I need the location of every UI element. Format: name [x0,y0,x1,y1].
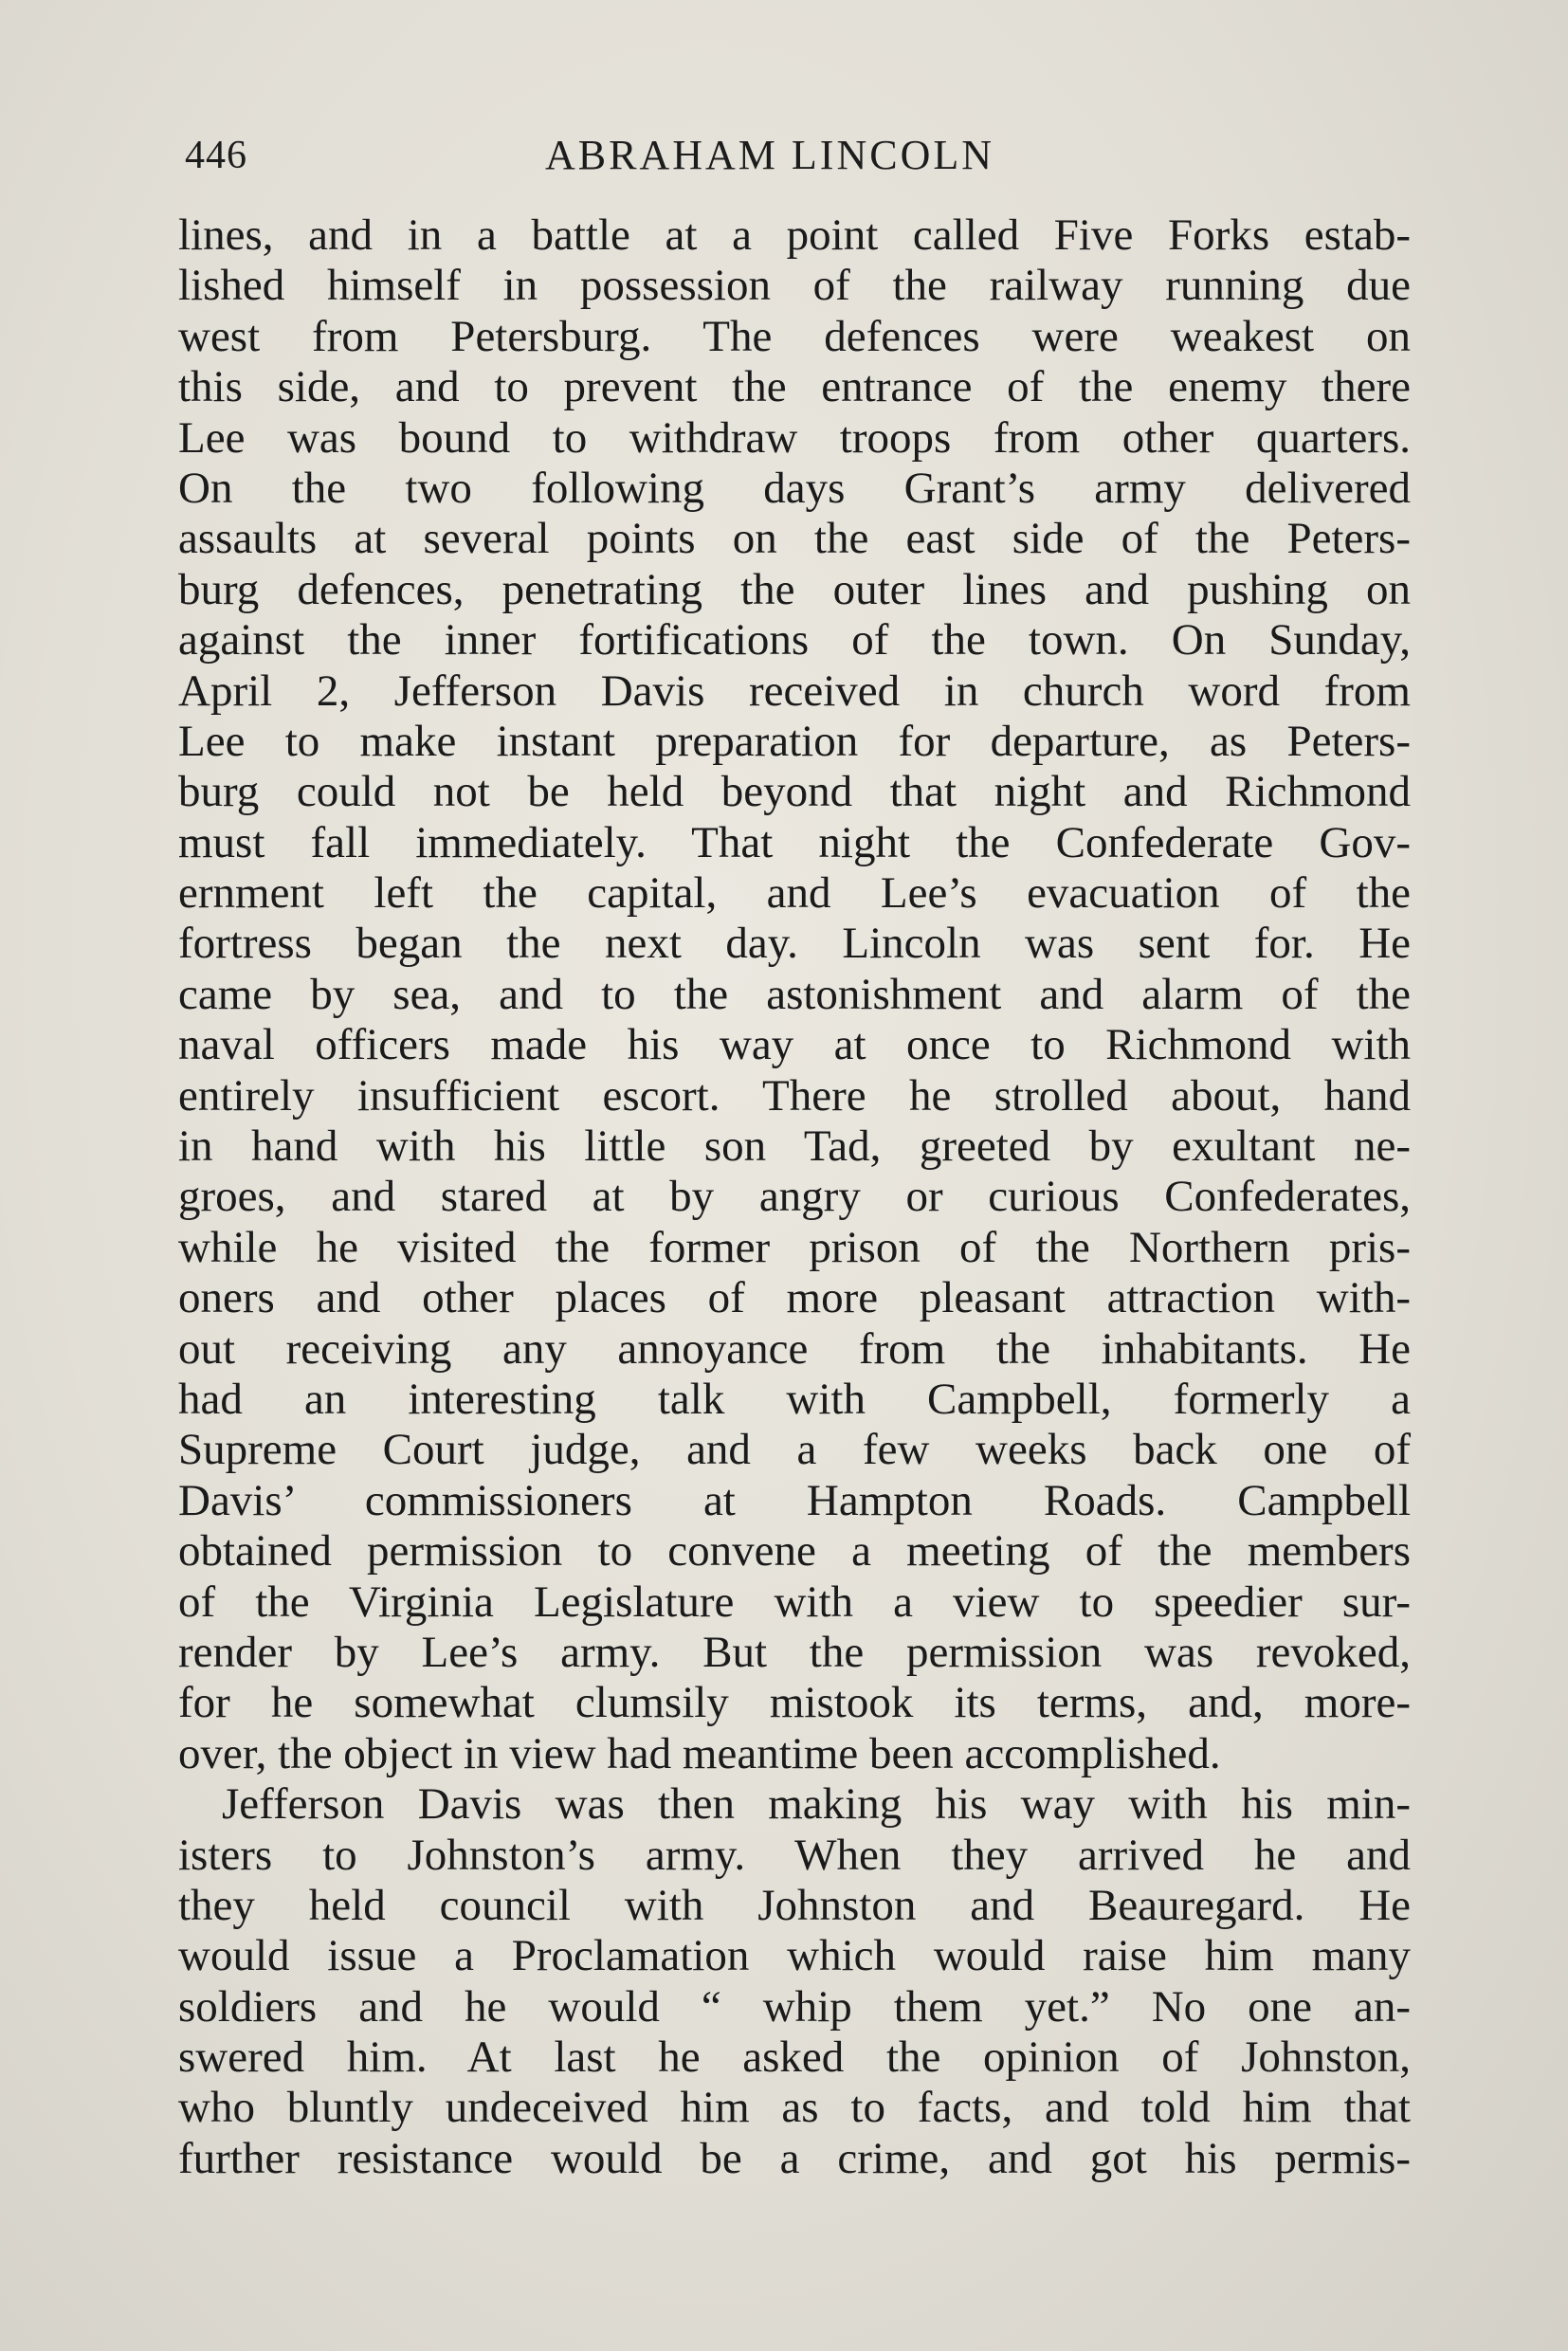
text-line: who bluntly undeceived him as to facts, and told him that [178,2083,1411,2133]
running-title: ABRAHAM LINCOLN [545,132,994,178]
page-number: 446 [185,134,247,177]
text-line: lines, and in a battle at a point called Five Forks estab- [178,210,1411,260]
text-line: they held council with Johnston and Beauregard. He [178,1880,1411,1930]
page-header [185,121,1417,197]
text-line: burg defences, penetrating the outer lines and pushing on [178,564,1411,614]
text-line: while he visited the former prison of the Northern pris- [178,1222,1411,1272]
text-line: Lee to make instant preparation for departure, as Peters- [178,716,1411,766]
text-line: had an interesting talk with Campbell, formerly a [178,1374,1411,1424]
text-line: came by sea, and to the astonishment and alarm of the [178,969,1411,1019]
text-line: April 2, Jefferson Davis received in church word from [178,665,1411,716]
text-line: render by Lee’s army. But the permission was revoked, [178,1627,1411,1677]
body-text [178,210,1411,2184]
text-line: of the Virginia Legislature with a view to speedier sur- [178,1576,1411,1627]
text-line: groes, and stared at by angry or curious Confederates, [178,1172,1411,1222]
text-line: west from Petersburg. The defences were weakest on [178,311,1411,361]
text-line: Lee was bound to withdraw troops from other quarters. [178,412,1411,463]
text-line: obtained permission to convene a meeting of the members [178,1526,1411,1576]
text-line: against the inner fortifications of the town. On Sunday, [178,615,1411,665]
text-line: entirely insufficient escort. There he strolled about, hand [178,1070,1411,1121]
text-line: naval officers made his way at once to Richmond with [178,1020,1411,1070]
text-line: in hand with his little son Tad, greeted by exultant ne- [178,1121,1411,1172]
paragraph-first-line: Jefferson Davis was then making his way with his min- [222,1779,1411,1830]
text-line: On the two following days Grant’s army delivered [178,463,1411,513]
text-line: would issue a Proclamation which would raise him many [178,1931,1411,1981]
text-line: swered him. At last he asked the opinion of Johnston, [178,2032,1411,2083]
text-line: fortress began the next day. Lincoln was sent for. He [178,919,1411,969]
text-line: soldiers and he would “ whip them yet.” No one an- [178,1981,1411,2032]
text-line: Davis’ commissioners at Hampton Roads. Campbell [178,1475,1411,1525]
text-line: ernment left the capital, and Lee’s evacuation of the [178,868,1411,919]
text-line: must fall immediately. That night the Confederate Gov- [178,817,1411,867]
text-line: further resistance would be a crime, and got his permis- [178,2133,1411,2183]
text-line: lished himself in possession of the railway running due [178,261,1411,311]
text-line: out receiving any annoyance from the inhabitants. He [178,1323,1411,1374]
text-line: for he somewhat clumsily mistook its terms, and, more- [178,1678,1411,1728]
text-line: over, the object in view had meantime been accomplished. [178,1728,1221,1778]
text-line: Supreme Court judge, and a few weeks back one of [178,1425,1411,1475]
text-line: burg could not be held beyond that night and Richmond [178,767,1411,817]
text-line: isters to Johnston’s army. When they arrived he and [178,1830,1411,1880]
text-line: this side, and to prevent the entrance of the enemy there [178,362,1411,412]
text-line: assaults at several points on the east side of the Peters- [178,514,1411,564]
text-line: oners and other places of more pleasant attraction with- [178,1273,1411,1323]
